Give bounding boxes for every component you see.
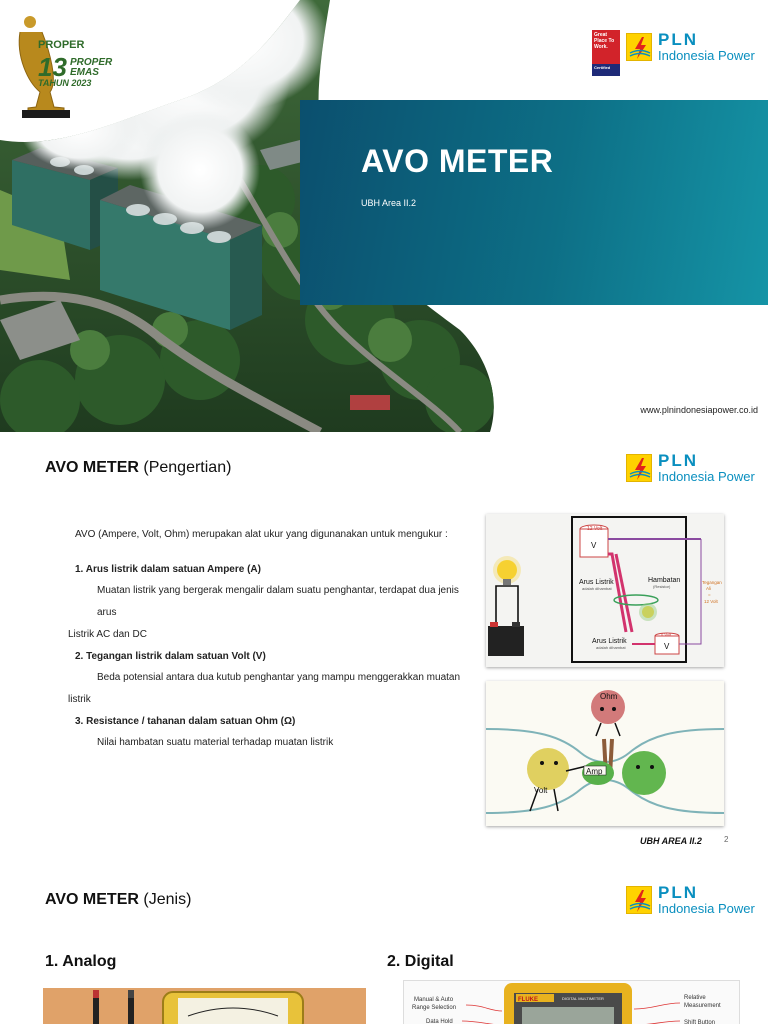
arus-sub-label: adalah dihambat [582, 586, 612, 591]
pln-logo [626, 452, 755, 483]
type-analog-heading: 1. Analog [45, 953, 117, 970]
v-top-label: V [591, 541, 597, 550]
title-slide [0, 0, 768, 432]
volt-top-label: 12 Volt [587, 526, 603, 532]
digital-label-right2: Measurement [684, 1003, 721, 1009]
pln-brand: PLN [658, 451, 698, 470]
slide-title: AVO METER [361, 143, 554, 179]
digital-label-left2: Range Selection [412, 1005, 457, 1011]
types-heading-bold: AVO METER [45, 891, 139, 908]
digital-label-right1: Relative [684, 995, 706, 1001]
page-number: 2 [724, 835, 729, 844]
digital-label-right3: Shift Button [684, 1020, 716, 1024]
circuit-diagram [486, 514, 724, 667]
types-heading-rest: (Jenis) [138, 891, 192, 908]
pln-name: Indonesia Power [658, 469, 755, 484]
website-url: www.plnindonesiapower.co.id [640, 405, 758, 415]
arus-listrik2-label: Arus Listrik [592, 638, 627, 645]
item-1-desc: Muatan listrik yang bergerak mengalir dalam suatu penghantar, terdapat dua jenis arus [97, 585, 459, 619]
analog-meter-photo [43, 988, 366, 1024]
volt-bottom-label: 0 Volt [661, 632, 672, 637]
types-heading [45, 891, 191, 909]
badge-line2: PROPER [70, 57, 113, 68]
item-1-desc-cont: Listrik AC dan DC [68, 628, 147, 640]
intro-text: AVO (Ampere, Volt, Ohm) merupakan alat ukur yang digunanakan untuk mengukur : [75, 529, 448, 540]
hambatan-sub-label: (Resistor) [653, 584, 671, 589]
pln-logo [626, 884, 755, 915]
badge-number: 13 [38, 52, 67, 82]
tegangan-label: Tegangan [702, 580, 722, 585]
definition-slide [0, 432, 768, 864]
badge-line4: TAHUN 2023 [38, 78, 92, 88]
tegangan-eq-label: = [708, 592, 711, 597]
arus-sub2-label: adalah dihambat [596, 645, 626, 650]
fluke-model: DIGITAL MULTIMETER [562, 996, 604, 1001]
tegangan-sub-label: Ali [706, 586, 712, 591]
ohm-volt-amp-cartoon [486, 681, 724, 826]
item-3-desc: Nilai hambatan suatu material terhadap muatan listrik [97, 737, 334, 749]
item-2-desc: Beda potensial antara dua kutub penghantar yang mampu menggerakkan muatan [97, 672, 461, 684]
hambatan-label: Hambatan [648, 577, 681, 584]
pln-name: Indonesia Power [658, 901, 755, 916]
volt-label: Volt [534, 786, 548, 795]
badge-line1: PROPER [38, 39, 85, 51]
item-2-title: 2. Tegangan listrik dalam satuan Volt (V) [75, 650, 266, 662]
pln-brand: PLN [658, 30, 698, 49]
footer-area-label: UBH AREA II.2 [640, 836, 702, 846]
digital-label-left3: Data Hold [426, 1019, 453, 1024]
pln-logo [626, 31, 755, 62]
pln-bolt-icon [626, 454, 652, 482]
pln-name: Indonesia Power [658, 48, 755, 63]
digital-label-left1: Manual & Auto [414, 997, 454, 1003]
heading-rest: (Pengertian) [138, 459, 232, 476]
proper-award-badge [8, 12, 123, 122]
great-place-to-work-badge [592, 30, 620, 76]
digital-meter-photo [403, 980, 740, 1024]
pln-bolt-icon [626, 33, 652, 61]
amp-label: Amp [586, 767, 603, 776]
arus-listrik-label: Arus Listrik [579, 579, 614, 586]
badge-line3: EMAS [70, 67, 99, 78]
item-1-title: 1. Arus listrik dalam satuan Ampere (A) [75, 563, 261, 575]
definition-heading [45, 459, 231, 477]
definition-body [68, 524, 478, 754]
pln-bolt-icon [626, 886, 652, 914]
types-slide [0, 864, 768, 1024]
heading-bold: AVO METER [45, 459, 139, 476]
item-3-title: 3. Resistance / tahanan dalam satuan Ohm (Ω) [75, 715, 296, 727]
gptw-text: Great Place To Work. [594, 32, 615, 50]
gptw-cert: Certified [594, 65, 611, 70]
v-bottom-label: V [664, 642, 670, 651]
item-2-desc-cont: listrik [68, 693, 91, 705]
fluke-brand: FLUKE [518, 997, 538, 1003]
type-digital-heading: 2. Digital [387, 953, 454, 970]
tegangan-val-label: 12 Volt [704, 599, 718, 604]
pln-brand: PLN [658, 883, 698, 902]
ohm-label: Ohm [600, 692, 618, 701]
slide-subtitle: UBH Area II.2 [361, 198, 417, 208]
